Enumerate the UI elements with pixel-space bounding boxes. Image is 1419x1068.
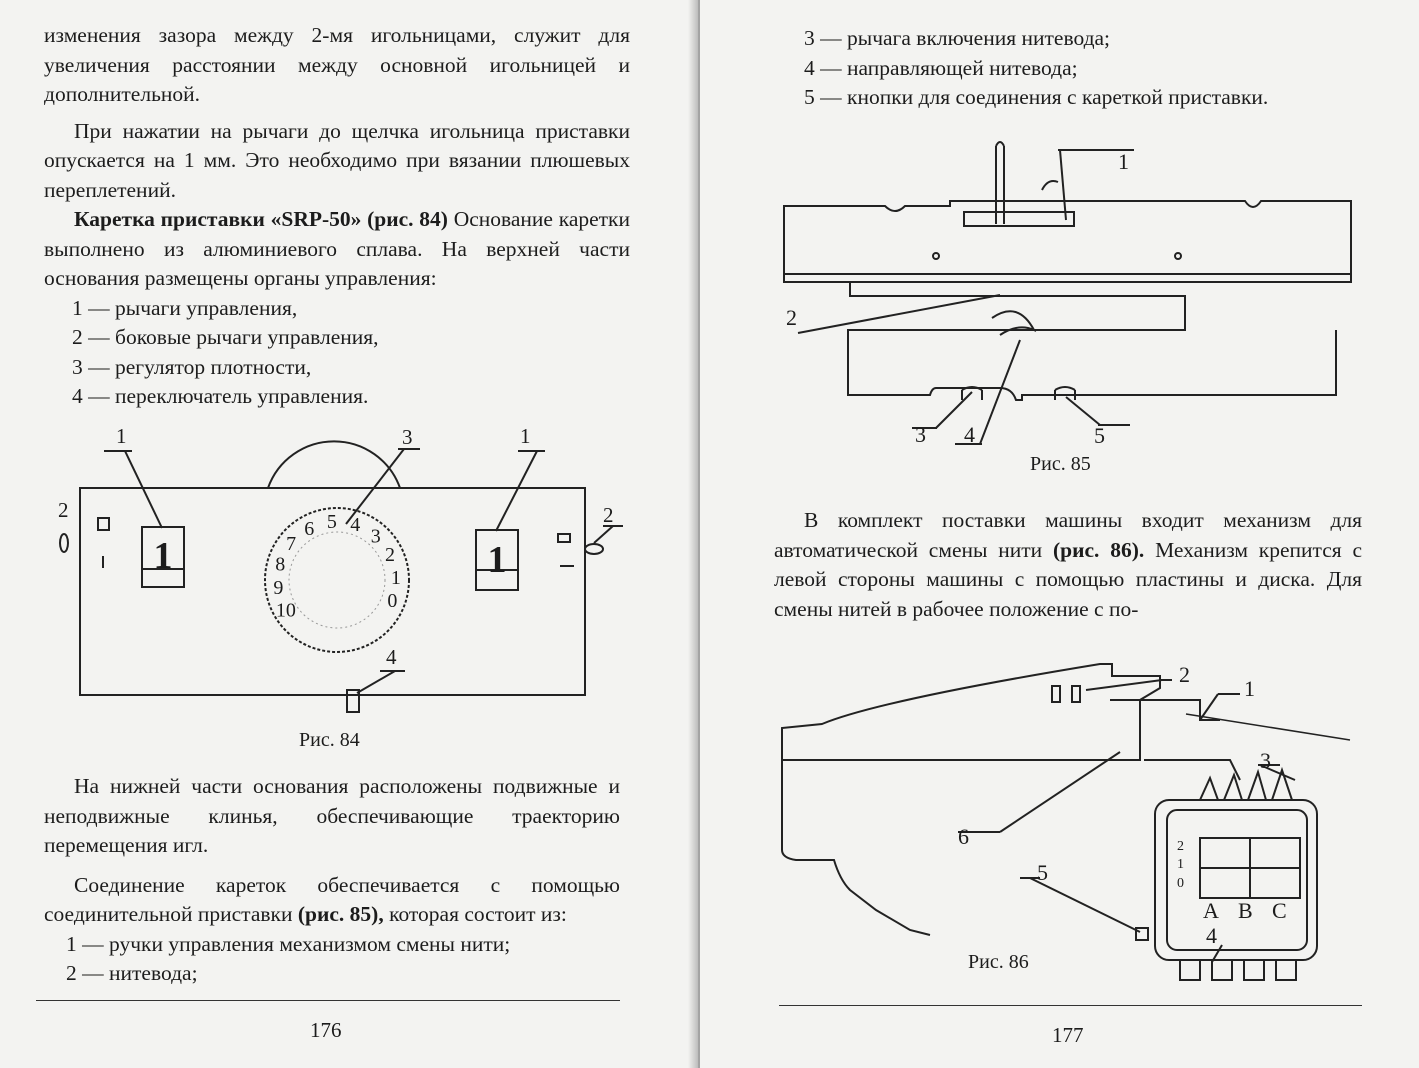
paragraph: [44, 871, 620, 930]
footer-rule: [36, 1000, 620, 1001]
paragraph: При нажатии на рычаги до щелчка игольница приставки опускается на 1 мм. Это необходимо при вязании плюшевых переплетений.: [44, 118, 630, 202]
callout-1-left: 1: [116, 424, 127, 448]
callout-2-left: 2: [58, 498, 69, 522]
dial-number: 7: [286, 532, 297, 555]
lever-label-right: 1: [487, 539, 507, 581]
figure-86-drawing: [700, 0, 1419, 1000]
callout-85-5: 5: [1094, 423, 1105, 448]
figure-84-caption: Рис. 84: [299, 729, 360, 751]
parts-list: [44, 930, 620, 989]
scale-0: 0: [1177, 876, 1184, 891]
paragraph-text: Механизм крепится с левой стороны машины с помощью пластины и диска. Для смены нитей в рабочее положение с по-: [774, 537, 1363, 621]
footer-rule: [779, 1005, 1362, 1006]
list-item: 1 — рычаги управления,: [72, 295, 298, 320]
list-item: 4 — направляющей нитевода;: [804, 55, 1078, 80]
dial-number: 8: [275, 553, 286, 576]
list-item: 2 — нитевода;: [66, 961, 198, 985]
callout-4: 4: [386, 645, 397, 669]
figure-85-caption: Рис. 85: [1030, 453, 1091, 475]
side-lever-right: [585, 544, 603, 554]
callout-86-4: 4: [1206, 923, 1217, 948]
callout-2-right: 2: [603, 503, 614, 527]
letter-a: A: [1203, 898, 1219, 923]
letter-c: C: [1272, 898, 1287, 923]
dial-number: 4: [350, 513, 361, 536]
figure-84-drawing: [0, 0, 700, 760]
paragraph: На нижней части основания расположены подвижные и неподвижные клинья, обеспечивающие траекторию перемещения игл.: [44, 774, 620, 857]
callout-1-right: 1: [520, 424, 531, 448]
dial-number: 0: [387, 590, 398, 613]
side-lever-left: [60, 534, 68, 552]
paragraph-text: которая состоит из:: [389, 902, 567, 926]
dial-number: 1: [390, 566, 401, 589]
callout-3: 3: [402, 425, 413, 449]
left-text-bottom: [44, 772, 620, 989]
dial-number: 6: [304, 517, 315, 540]
page-number: 177: [1052, 1023, 1084, 1047]
callout-86-3: 3: [1260, 748, 1271, 773]
lever-label-left: 1: [153, 535, 173, 577]
callout-86-6: 6: [958, 824, 969, 849]
dial-number: 5: [326, 511, 337, 534]
disc-teeth: [1200, 770, 1292, 800]
paragraph-text: В комплект поставки машины входит механизм для автоматической смены нити: [774, 508, 1362, 562]
scale-1: 1: [1177, 857, 1184, 872]
list-item: 3 — рычага включения нитевода;: [804, 26, 1111, 50]
letter-b: B: [1238, 898, 1253, 923]
figure-ref: (рис. 85),: [297, 902, 384, 926]
list-item: 2 — боковые рычаги управления,: [72, 325, 379, 349]
dial-number: 9: [273, 577, 284, 600]
page-177: [700, 0, 1419, 1068]
paragraph: изменения зазора между 2-мя игольницами, служит для увеличения расстоянии между основной игольницей и дополнительной.: [44, 23, 630, 106]
list-item: 3 — регулятор плотности,: [72, 354, 312, 379]
figure-86-caption: Рис. 86: [968, 951, 1029, 973]
callout-86-5: 5: [1037, 860, 1048, 885]
density-dial: [265, 508, 409, 652]
section-heading: Каретка приставки «SRP-50» (рис. 84): [74, 207, 448, 231]
callout-85-3: 3: [915, 422, 926, 447]
list-item: 5 — кнопки для соединения с кареткой приставки.: [804, 85, 1269, 109]
section-text: Основание каретки выполнено из алюминиевого сплава. На верхней части основания размещены органы управления:: [44, 207, 631, 290]
list-item: 1 — ручки управления механизмом смены нити;: [66, 931, 511, 956]
dial-number: 2: [385, 544, 395, 567]
dial-number: 10: [275, 599, 296, 622]
dial-scale: [273, 511, 401, 621]
callout-86-2: 2: [1179, 662, 1190, 687]
page-176: [0, 0, 700, 1068]
scale-2: 2: [1177, 839, 1184, 854]
callout-85-2: 2: [786, 305, 797, 330]
paragraph-text: Соединение кареток обеспечивается с помощью соединительной приставки: [44, 872, 620, 926]
mechanism-plate: [782, 664, 1160, 760]
figure-ref: (рис. 86).: [1053, 537, 1145, 562]
callout-85-1: 1: [1118, 149, 1129, 174]
callout-85-4: 4: [964, 422, 975, 447]
page-number: 176: [310, 1018, 342, 1042]
dial-number: 3: [370, 525, 381, 548]
list-item: 4 — переключатель управления.: [72, 384, 369, 408]
callout-86-1: 1: [1244, 676, 1255, 701]
